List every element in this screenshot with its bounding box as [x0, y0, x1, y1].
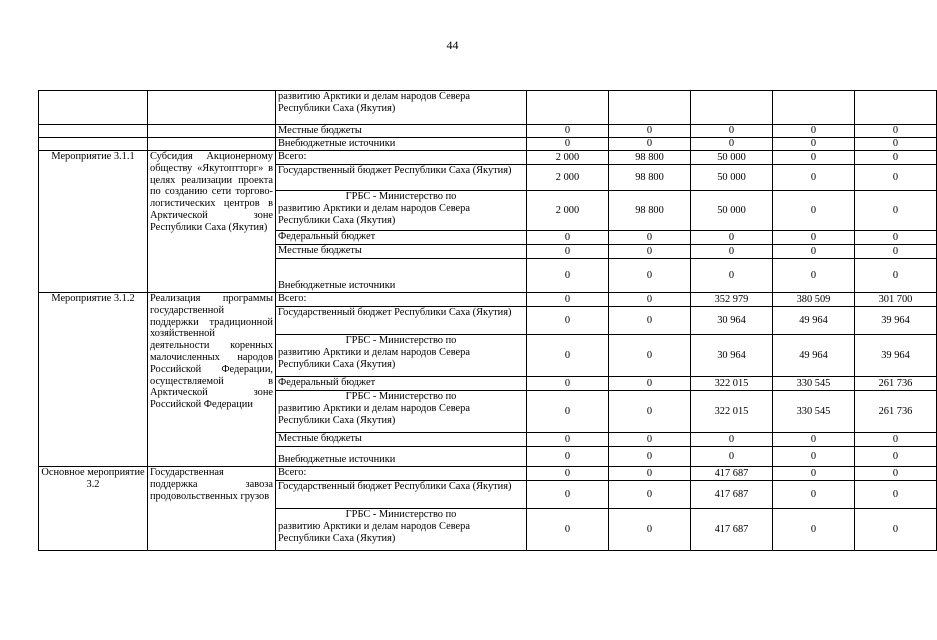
value-cell: 2 000: [527, 191, 609, 231]
value-cell: 0: [609, 391, 691, 433]
value-cell: 98 800: [609, 191, 691, 231]
value-cell: 0: [691, 447, 773, 467]
source-cell: Внебюджетные источники: [276, 138, 527, 151]
value-cell: 0: [855, 125, 937, 138]
source-cell: [276, 335, 527, 377]
source-cell: Всего:: [276, 293, 527, 307]
value-cell: 0: [527, 391, 609, 433]
value-cell: 322 015: [691, 391, 773, 433]
value-cell: 352 979: [691, 293, 773, 307]
value-cell: 0: [855, 165, 937, 191]
value-cell: 0: [773, 259, 855, 293]
source-cell: Местные бюджеты: [276, 433, 527, 447]
value-cell: 0: [609, 231, 691, 245]
source-cell: Федеральный бюджет: [276, 377, 527, 391]
value-cell: 0: [773, 151, 855, 165]
source-cell: Внебюджетные источники: [276, 259, 527, 293]
value-cell: 330 545: [773, 391, 855, 433]
value-cell: 322 015: [691, 377, 773, 391]
table-row: [39, 125, 937, 138]
value-cell: 2 000: [527, 151, 609, 165]
value-cell: 0: [855, 138, 937, 151]
grbs-name: развитию Арктики и делам народов Севера Республики Саха (Якутия): [278, 520, 470, 544]
value-cell: 0: [527, 481, 609, 509]
source-cell: Государственный бюджет Республики Саха (Якутия): [276, 165, 527, 191]
value-cell: 0: [527, 259, 609, 293]
value-cell: 0: [609, 138, 691, 151]
value-cell: 0: [527, 433, 609, 447]
value-cell: 0: [609, 433, 691, 447]
grbs-label: ГРБС - Министерство по: [345, 191, 457, 202]
value-cell: 0: [527, 138, 609, 151]
value-cell: 0: [691, 231, 773, 245]
source-cell: Внебюджетные источники: [276, 447, 527, 467]
event-cell: [39, 91, 148, 125]
value-cell: 380 509: [773, 293, 855, 307]
value-cell: 30 964: [691, 307, 773, 335]
description-cell: Государственная поддержка завоза продовольственных грузов: [148, 467, 276, 551]
value-cell: 0: [855, 481, 937, 509]
grbs-label: ГРБС - Министерство по: [345, 509, 457, 520]
value-cell: 0: [773, 125, 855, 138]
value-cell: 0: [691, 245, 773, 259]
value-cell: 98 800: [609, 165, 691, 191]
source-cell: Федеральный бюджет: [276, 231, 527, 245]
table-row: [39, 151, 937, 165]
value-cell: 0: [855, 509, 937, 551]
value-cell: 0: [691, 259, 773, 293]
budget-table: [38, 90, 937, 551]
value-cell: 0: [527, 467, 609, 481]
value-cell: 0: [609, 293, 691, 307]
value-cell: 0: [609, 377, 691, 391]
value-cell: 0: [527, 335, 609, 377]
value-cell: 0: [855, 245, 937, 259]
value-cell: 0: [855, 191, 937, 231]
empty-cell: [148, 125, 276, 138]
value-cell: 0: [527, 307, 609, 335]
value-cell: 0: [527, 125, 609, 138]
value-cell: 417 687: [691, 481, 773, 509]
empty-cell: [39, 138, 148, 151]
value-cell: 39 964: [855, 335, 937, 377]
value-cell: 0: [691, 433, 773, 447]
grbs-name: развитию Арктики и делам народов Севера Республики Саха (Якутия): [278, 346, 470, 370]
value-cell: 0: [527, 509, 609, 551]
source-cell: Всего:: [276, 151, 527, 165]
source-cell: Государственный бюджет Республики Саха (Якутия): [276, 481, 527, 509]
value-cell: 0: [773, 191, 855, 231]
source-cell: Местные бюджеты: [276, 125, 527, 138]
value-cell: 0: [527, 231, 609, 245]
source-cell: [276, 191, 527, 231]
value-cell: 0: [773, 138, 855, 151]
value-cell: 50 000: [691, 165, 773, 191]
source-cell: Всего:: [276, 467, 527, 481]
value-cell: 0: [855, 151, 937, 165]
value-cell: 0: [609, 307, 691, 335]
value-cell: 0: [855, 447, 937, 467]
value-cell: 0: [609, 335, 691, 377]
value-cell: 39 964: [855, 307, 937, 335]
value-cell: 0: [773, 245, 855, 259]
value-cell: 49 964: [773, 307, 855, 335]
value-cell: 0: [691, 125, 773, 138]
value-cell: 30 964: [691, 335, 773, 377]
value-cell: 417 687: [691, 509, 773, 551]
value-cell: [609, 91, 691, 125]
value-cell: 0: [773, 467, 855, 481]
source-cell: [276, 509, 527, 551]
value-cell: 0: [855, 231, 937, 245]
value-cell: 330 545: [773, 377, 855, 391]
value-cell: 301 700: [855, 293, 937, 307]
value-cell: 2 000: [527, 165, 609, 191]
value-cell: 0: [855, 259, 937, 293]
value-cell: [773, 91, 855, 125]
value-cell: 0: [527, 245, 609, 259]
source-cell: Местные бюджеты: [276, 245, 527, 259]
value-cell: 0: [773, 509, 855, 551]
value-cell: 261 736: [855, 391, 937, 433]
value-cell: 0: [609, 509, 691, 551]
value-cell: 0: [691, 138, 773, 151]
value-cell: 0: [609, 125, 691, 138]
value-cell: 0: [855, 467, 937, 481]
table-row: [39, 467, 937, 481]
value-cell: 0: [609, 447, 691, 467]
empty-cell: [148, 138, 276, 151]
value-cell: 0: [527, 293, 609, 307]
table-row: [39, 293, 937, 307]
value-cell: 0: [527, 377, 609, 391]
table-row: [39, 138, 937, 151]
value-cell: 0: [609, 259, 691, 293]
grbs-name: развитию Арктики и делам народов Севера Республики Саха (Якутия): [278, 202, 470, 226]
value-cell: 49 964: [773, 335, 855, 377]
value-cell: 417 687: [691, 467, 773, 481]
value-cell: [527, 91, 609, 125]
value-cell: 98 800: [609, 151, 691, 165]
value-cell: 50 000: [691, 191, 773, 231]
value-cell: 0: [773, 447, 855, 467]
value-cell: 0: [773, 165, 855, 191]
value-cell: 0: [773, 231, 855, 245]
description-cell: Реализация программы государственной поддержки традиционной хозяйственной деятельности коренных малочисленных народов Российской Федерации, осуществляемой в Арктической зоне Российской Федерации: [148, 293, 276, 467]
source-cell: [276, 391, 527, 433]
value-cell: 0: [609, 467, 691, 481]
grbs-label: ГРБС - Министерство по: [345, 335, 457, 346]
value-cell: [691, 91, 773, 125]
grbs-name: развитию Арктики и делам народов Севера Республики Саха (Якутия): [278, 402, 470, 426]
source-cell: Государственный бюджет Республики Саха (Якутия): [276, 307, 527, 335]
empty-cell: [39, 125, 148, 138]
value-cell: 0: [773, 433, 855, 447]
value-cell: 0: [609, 481, 691, 509]
event-cell: Мероприятие 3.1.1: [39, 151, 148, 293]
grbs-label: ГРБС - Министерство по: [345, 391, 457, 402]
value-cell: 0: [527, 447, 609, 467]
table-row: [39, 91, 937, 125]
value-cell: 50 000: [691, 151, 773, 165]
description-cell: Субсидия Акционерному обществу «Якутоптторг» в целях реализации проекта по созданию сети торгово-логистических центров в Арктической зоне Республики Саха (Якутия): [148, 151, 276, 293]
page-number: 44: [446, 38, 459, 52]
value-cell: 0: [855, 433, 937, 447]
event-cell: Основное мероприятие 3.2: [39, 467, 148, 551]
description-cell: [148, 91, 276, 125]
value-cell: 0: [773, 481, 855, 509]
event-cell: Мероприятие 3.1.2: [39, 293, 148, 467]
source-cell: развитию Арктики и делам народов Севера Республики Саха (Якутия): [276, 91, 527, 125]
value-cell: 261 736: [855, 377, 937, 391]
value-cell: [855, 91, 937, 125]
value-cell: 0: [609, 245, 691, 259]
